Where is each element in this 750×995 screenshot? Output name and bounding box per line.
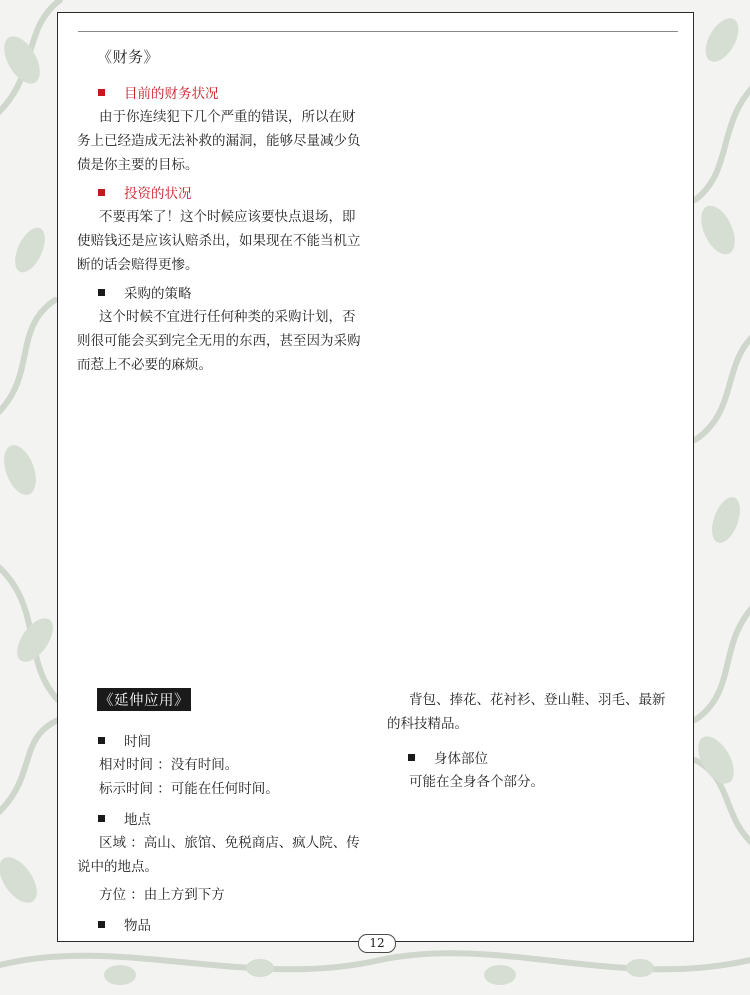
investment-heading-text: 投资的状况 (124, 186, 192, 202)
items-text: 背包、捧花、花衬衫、登山鞋、羽毛、最新的科技精品。 (387, 692, 666, 732)
square-bullet-icon (98, 921, 105, 928)
relative-time-text: 相对时间 ：没有时间。 (99, 757, 239, 773)
purchase-heading-text: 采购的策略 (124, 286, 192, 302)
time-heading-text: 时间 (124, 734, 151, 750)
square-bullet-icon (98, 289, 105, 296)
square-bullet-icon (98, 89, 105, 96)
header-rule (78, 31, 678, 32)
items-heading (77, 913, 367, 935)
square-bullet-icon (98, 737, 105, 744)
body-part-text: 可能在全身各个部分。 (409, 774, 544, 790)
purchase-heading (77, 281, 367, 303)
square-bullet-icon (98, 189, 105, 196)
current-status-heading (77, 81, 367, 103)
place-heading (77, 807, 367, 829)
square-bullet-icon (408, 754, 415, 761)
finance-title: 《财务》 (97, 48, 160, 66)
absolute-time-text: 标示时间 ：可能在任何时间。 (99, 781, 279, 797)
time-heading (77, 729, 367, 751)
page-number: 12 (358, 934, 396, 953)
purchase-text: 这个时候不宜进行任何种类的采购计划，否则很可能会买到完全无用的东西，甚至因为采购而惹上不必要的麻烦。 (77, 309, 361, 373)
square-bullet-icon (98, 815, 105, 822)
finance-section (77, 46, 367, 381)
extended-title: 《延伸应用》 (97, 688, 191, 711)
investment-heading (77, 181, 367, 203)
current-status-text: 由于你连续犯下几个严重的错误，所以在财务上已经造成无法补救的漏洞，能够尽量减少负债是你主要的目标。 (77, 109, 361, 173)
place-heading-text: 地点 (124, 812, 151, 828)
body-part-heading (387, 746, 677, 768)
items-heading-text: 物品 (124, 918, 151, 934)
direction-text: 方位 ：由上方到下方 (99, 887, 225, 903)
current-status-heading-text: 目前的财务状况 (124, 86, 219, 102)
extended-section-continued (387, 688, 677, 794)
area-text: 区域 ：高山、旅馆、免税商店、疯人院、传说中的地点。 (77, 835, 360, 875)
extended-section (77, 688, 367, 937)
body-part-heading-text: 身体部位 (434, 751, 488, 767)
investment-text: 不要再笨了！这个时候应该要快点退场，即使赔钱还是应该认赔杀出，如果现在不能当机立断的话会赔得更惨。 (77, 209, 361, 273)
